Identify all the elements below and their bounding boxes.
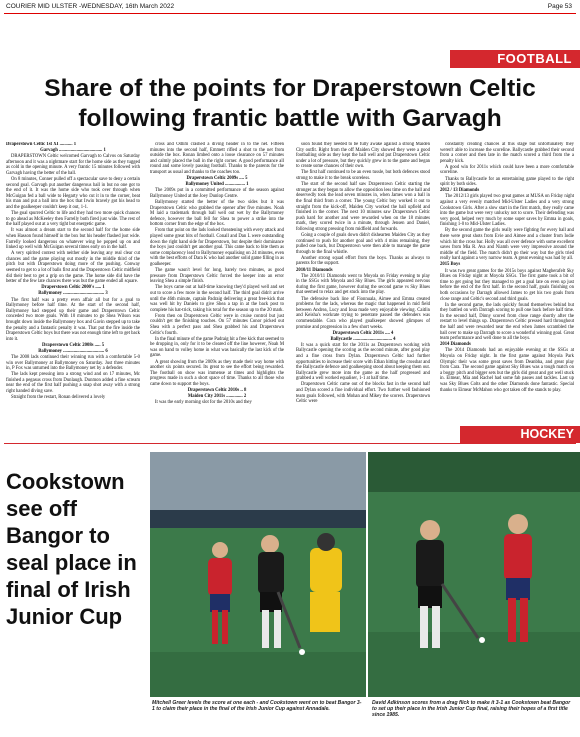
article-paragraph: The first half was a pretty even affair all but for a goal to Ballymoney before half time. At the start of the second half, Ballymoney had stepped up their game and Draperstown Celtic conceded two more goals. With 10 minutes to go Shea Wilson was brought down inside the Ballymoney box and Gavin stepped up to take the penalty and a fantastic penalty it was. That put the fire inside the Draperstown Celtic boys but there was not enough time left to get back into it. <box>6 297 140 342</box>
article-paragraph: From that point on the lads looked threatening with every attack and played some great bits of football. Conall and Dan L were outstanding down the right hand side for Draperstown, but despite their dominance the boys just couldn't get another goal. This came back to bite them as some complacency lead to Ballymoney equalising on 24 minutes, even with the best efforts of Dara K who had another solid game filling in as goalkeeper. <box>150 228 284 267</box>
article-paragraph: A very spirited contest with neither side leaving any real clear cut chances and the game playing out mostly in the middle third of the pitch but with Draperstown doing more of the pushing. Conway seemed to get to a lot of balls first and the Draperstown Celtic midfield did their best to get a grip on the game. The home side did have the better of the few late chances there was but the game ended all square. <box>6 251 140 285</box>
article-paragraph: In the final minute of the game Padraig hit a free kick that seemed to be dropping in, only for it to be cleared off the line however, Noah M was on hand to volley home in what was basically the last kick of the game. <box>150 336 284 359</box>
article-paragraph: The 2008 lads continued their winning run with a comfortable 5-0 win over Ballymoney at Ballymoney on Saturday. Just three minutes in, P Fox was unturned into the Ballymoney net by a defender. <box>6 354 140 372</box>
hockey-photo-2-graphic <box>368 452 580 697</box>
article-paragraph: It was almost a dream start to the second half for the home side when Hasson found himself in the box but his header flashed just wide. Farrelly looked dangerous on whatever wing he popped up on and linked up well with McGuigan several times early on in the half. <box>6 228 140 251</box>
page-header <box>0 0 580 14</box>
article-paragraph: Maiden City 2011s .............. 2 <box>187 394 247 400</box>
article-paragraph: The start of the second half saw Draperstown Celtic starting the stronger as they began to allow the opposition less time on the ball and deservedly took the lead seven minutes in, when James won a ball in the final third from a corner. The young Celtic boy worked it out to straight from the kick-off, Maiden City worked the ball upfield and finished in the corner. The next 10 minutes saw Draperstown Celtic push hard for another and were rewarded when on the 18 minutes mark, they scored twice in a minute, through Jensen and Daniel, following strong pressing from midfield and forwards. <box>296 182 430 232</box>
article-paragraph: The lads kept pressing into a strong wind and on 17 minutes, Mc finished a pegasus cross from Dunlaugh. Dunmon added a fine scream near the end of the first half pushing a snap shot away with a strong right handed diving save. <box>6 372 140 395</box>
article-paragraph: Straight from the restart, Ronan delivered a lovely <box>11 395 106 401</box>
article-paragraph: A great showing from the 2009s as they made their way home with another six points secured. Its great to see the effort being rewarded. The football on show was immense at times and highlights the progress made in such a short space of time. Thanks to all those who came down to support the boys. <box>150 359 284 387</box>
article-column-1 <box>6 142 140 424</box>
article-paragraph: Thanks to Ballycastle for an entertaining game played to the right spirit by both sides. <box>440 176 574 188</box>
article-paragraph: The 2010/11 Diamonds went to Moyola on Friday evening to play in the SSGs with Moyola and Sky Blues. The girls appeared nervous during the first game, however during the second game vs Sky Blues that seemed to relax and get stuck into the play. <box>296 273 430 296</box>
article-paragraph: 2012 / 13 Diamonds <box>440 188 480 194</box>
article-paragraph: Ballymoney ................................... 3 <box>38 291 108 297</box>
article-paragraph: From then on Draperstown Celtic were in cruise control but just couldn't get the finishing touches. On 57 minutes Conor picked out Shea with a perfect pass and Shea grabbed his and Draperstown Celtic's fourth. <box>150 313 284 336</box>
article-paragraph: soon found they needed to be fully awake against a strong Maiden City outfit. Right from the off Maiden City showed they were a good footballing side as they kept the ball well and put Draperstown Celtic under a lot of pressure, but they quickly grew in to the game and began to create some chances of their own. <box>296 142 430 170</box>
article-paragraph: Garvagh ..................................... 1 <box>40 148 106 154</box>
article-paragraph: A good win for 2011s which could have been a more comfortable scoreline. <box>440 164 574 176</box>
article-column-4 <box>440 142 574 424</box>
article-paragraph: By the second game the girls really were fighting for every ball and there were great shots from Evie and Aimee and a cluster from Iodie which hit the cross bar. Holly was all over defence with some excellent saves from Mia R. Ava and Niamh were very impressive around the middle of the field. The match didn't go their way but the girls tried really hard against a very narrow team. A great evening was had by all. <box>440 228 574 262</box>
article-column-3 <box>296 142 430 424</box>
article-column-2 <box>150 142 284 424</box>
article-paragraph: The 2009s put in a committed performance of the season against Ballymoney United at the Joey Dunlop Centre. <box>150 188 284 199</box>
section-label-hockey: HOCKEY <box>460 426 580 443</box>
article-paragraph: The first half continued to be an even tussle, but both defences stood strong to make it to the break scoreless. <box>296 170 430 182</box>
article-paragraph: Another strong squad effort from the boys. Thanks as always to parents for the support. <box>296 255 430 267</box>
article-paragraph: 2010/11 Diamonds <box>296 267 333 273</box>
headline-line-2: following frantic battle with Garvagh <box>78 105 502 132</box>
hockey-photo-1-graphic <box>150 452 366 697</box>
article-paragraph: The boys came out at half-time knowing they'd played well and set out to score a few more in the second half. The third goal didn't arrive until the 46th minute, captain Padraig delivering a great free-kick that was well hit by Daniels to give Shea a tap in at the back post to complete his hat-trick, taking his total for the season up to the 20 mark. <box>150 285 284 313</box>
article-paragraph: It was a quick start for the 2011s as Draperstown working with Ballycastle opening the scoring as the second minute, after good play and a fine cross from Dylan. Draperstown Celtic had further opportunities to increase their score with Ethan hitting the crossbar and the Ballycastle defence and goalkeeping stood about keeping them out. Ballycastle grew more into the game as the half progressed and grabbed a well worked equaliser, 1-1 at half time. <box>296 342 430 382</box>
article-body <box>6 142 574 424</box>
headline-line-1: Share of the points for Draperstown Celtic <box>44 75 536 102</box>
article-paragraph: 2015 Boys <box>440 262 461 268</box>
article-paragraph: Draperstown Celtic came out of the blocks fast in the second half and Dylan scored a fine individual effort. Two further well fashioned team goals followed, with Mohan and Mikey the scorers. Draperstown Celtic were <box>296 382 430 405</box>
article-paragraph: The game wasn't level for long, barely two minutes, as good pressure from Draperstown Celtic forced the keeper into an error leaving Shea a simple finish. <box>150 268 284 285</box>
article-paragraph: Ballymoney ................................... 6 <box>38 348 108 354</box>
article-paragraph: Draperstown Celtic 2009s .... 5 <box>186 176 248 182</box>
article-paragraph: Draperstown Celtic 1st XI ........... 1 <box>6 142 77 147</box>
article-paragraph: It was the early morning slot for the 2010s and they <box>155 400 252 406</box>
main-headline <box>6 74 574 134</box>
article-paragraph: The defensive back line of Fionnuala, Aimee and Emma created problems for the lads, whereas the magic that happened in mid field between Andrea, Lucy and Ioua made very enjoyable viewing. Caitlin and Keisha's workrate trying to penetrate passed the defenders was commendable. Cora who played goalkeeper showed glimpses of promise and progression in a few short weeks. <box>296 296 430 330</box>
photo-2-caption: David Adkinson scores from a drag flick to make it 3-1 as Cookstown beat Bangor to set up their place in the Irish Junior Cup final, raising their hopes of a first title since 1985. <box>372 700 571 718</box>
article-paragraph: Ballymoney started the better of the two sides but it was Draperstown Celtic who grabbed the opener after five minutes. Noah M laid a trademark through ball well out wet by the Ballymoney defence, however the ball fell for Shea to power a strike into the bottom corner from the edge of the box. <box>150 199 284 228</box>
article-paragraph: In the second game, the lads quickly found themselves behind but they battled on with Darragh scoring to pull one back before half time. In the second half, Dinny scored from close range shortly after the restart to level things up. Draperstown Celtic pressed hard throughout the half and were rewarded near the end when James scrambled the ball over to make up Darragh to score a wonderful winning goal. Great team performance and well done to all the boys. <box>440 302 574 342</box>
article-paragraph: 2014 Diamonds <box>440 342 471 348</box>
hockey-photo-1 <box>150 452 366 697</box>
article-paragraph: On 8 minutes, Conner pulled off a spectacular save to deny a certain second goal. Garvagh put another dangerous ball in but no one got to the end of it. It was the home side who took over through when McGuigan fed a ball wide to Hegarty who cut it in to the corner, beat his man and put a ball into the box that Irwin bravely got his head to and the goalkeeper couldn't keep it out, 1-1. <box>6 177 140 211</box>
article-paragraph: Going a couple of goals down didn't dishearten Maiden City as they continued to push for another goal and with 4 mins remaining, they pulled one back, but Draperstown were then able to manage the game through to the final whistle. <box>296 233 430 255</box>
article-paragraph: constantly creating chances at this stage but unfortunately they weren't able to increase the scoreline. Ballycastle grabbed their second from a corner and then late in the match scored a third from the a penalty kick. <box>440 142 574 164</box>
article-paragraph: cross and Odlim crashed a diving header in to the net. Fifteen minutes into the second half, Emmett rifled a shot to the net from outside the box. Ronan limbed onto a loose clearance on 57 minutes and calmly placed the ball in the right corner. A good performance all round and some lovely passing football. Thanks to the parents for the transport as usual and thanks to the coaches too. <box>150 142 284 175</box>
section-label-football: FOOTBALL <box>450 50 580 68</box>
article-paragraph: The goal spurred Celtic to life and they had two more quick chances to go ahead as McKeeley then Farrelly both fired just wide. The rest of the half played out at a very tight but energetic game. <box>6 211 140 228</box>
hockey-headline: Cookstown see off Bangor to seal place in final of Irish Junior Cup <box>6 469 137 629</box>
article-paragraph: It was two great games for the 2015s boys against Magherafelt Sky Blues on Friday night at Moyola SSGs. The first game took a bit of time to get going but they managed to get a goal late on even up just before the end of the first half. In the second half, goals finishing on both occasions by Darragh allowed James to get his two goals from close range and Celtic's second and third goals. <box>440 268 574 302</box>
article-paragraph: DRAPERSTOWN Celtic welcomed Garvagh to Calvos on Saturday afternoon and it was a nightmare start for the home side as they tugged as cold in the opening minute. A very frantic 15 minutes followed with Garvagh having the better of the ball. <box>6 154 140 176</box>
article-paragraph: The 2014 Diamonds had an enjoyable evening at the SSGs at Moyola on Friday night. In the first game against Moyola Park Olympic their was some great saves from Deanbha, and great play from Cara. The second game against Sky Blues was a tough match on a boggy pitch and bigger sets but the girls did great and got well stuck in. Eimear, Mia and Rachel had some fab passes and tackles. Last up was Sky Blues Colts and the other Diamonds done fantastic. Special thanks to Eimear McMahon who got taken off the stands to play. <box>440 348 574 393</box>
article-paragraph: Draperstown Celtic 2000's ..... 1 <box>41 285 105 291</box>
article-paragraph: Ballycastle ................................. 4 <box>330 336 396 342</box>
photo-1-caption: Mitchell Greer levels the score at one each - and Cookstown went on to beat Bangor 3-1 to claim their place in the final of the Irish Junior Cup against Annadale. <box>152 700 362 712</box>
hockey-photo-2 <box>368 452 580 697</box>
header-rule <box>4 13 576 14</box>
page-number: Page 53 <box>547 3 572 10</box>
article-paragraph: Ballymoney United ................. 1 <box>185 182 249 188</box>
hockey-rule <box>4 443 576 444</box>
publication-line: COURIER MID ULSTER -WEDNESDAY, 16th March 2022 <box>6 3 175 10</box>
article-paragraph: Draperstown Celtic 2011s .... 4 <box>332 330 394 336</box>
article-paragraph: Draperstown Celtic 2010s .. 8 <box>187 388 247 394</box>
article-paragraph: The 2012/13 girls played two great games at MUSA on Friday night against a very evenly matched Mid-Ulster Ladies and a very strong Cookstown Girls. After a slow start in the first match, they really came into the game but were very unlucky not to score. Their defending was very good, helped very much by some super saves by Emma in goals, finishing 1-0 to Mid-Ulster Ladies. <box>440 194 574 228</box>
article-paragraph: Draperstown Celtic 2008s ..... 5 <box>41 342 105 348</box>
